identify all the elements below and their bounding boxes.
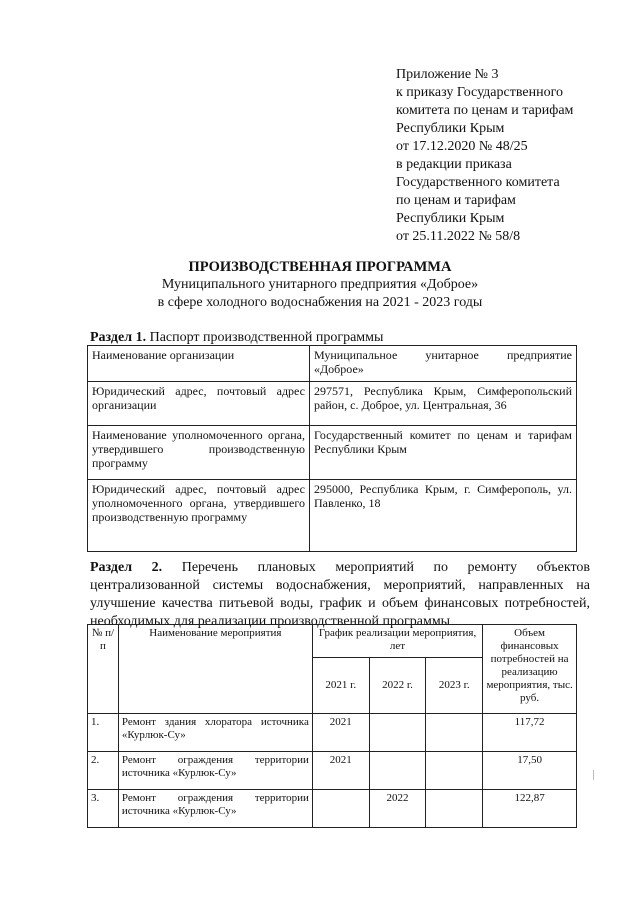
appendix-line: в редакции приказа xyxy=(396,157,512,172)
row-year-2021: 2021 xyxy=(312,752,369,790)
table-header-row xyxy=(88,625,577,658)
passport-field-value: Государственный комитет по ценам и тарифам Республики Крым xyxy=(310,426,577,480)
section1-heading xyxy=(90,330,383,346)
scan-mark xyxy=(593,770,594,780)
table-row xyxy=(88,480,577,552)
appendix-line: от 25.11.2022 № 58/8 xyxy=(396,229,521,244)
passport-table xyxy=(87,345,577,552)
row-cost: 122,87 xyxy=(483,790,577,828)
table-row xyxy=(88,790,577,828)
passport-field-value: 297571, Республика Крым, Симферопольский район, с. Доброе, ул. Центральная, 36 xyxy=(310,382,577,426)
row-year-2022 xyxy=(369,752,426,790)
passport-field-name: Юридический адрес, почтовый адрес организации xyxy=(88,382,310,426)
section1-title: Паспорт производственной программы xyxy=(149,330,384,345)
header-cost: Объем финансовых потребностей на реализацию мероприятия, тыс. руб. xyxy=(483,625,577,714)
document-title xyxy=(0,258,640,312)
passport-field-name: Юридический адрес, почтовый адрес уполномоченного органа, утвердившего производственную программу xyxy=(88,480,310,552)
section2-title: Перечень плановых мероприятий по ремонту объектов централизованной системы водоснабжения, мероприятий, направленных на улучшение качества питьевой воды, график и объем финансовых потребностей, необходимых для реализации производственной программы xyxy=(90,560,590,629)
appendix-line: Республики Крым xyxy=(396,211,505,226)
passport-field-name: Наименование уполномоченного органа, утвердившего производственную программу xyxy=(88,426,310,480)
row-cost: 17,50 xyxy=(483,752,577,790)
row-year-2022 xyxy=(369,714,426,752)
appendix-line: Приложение № 3 xyxy=(396,67,499,82)
row-name: Ремонт здания хлоратора источника «Курлюк-Су» xyxy=(118,714,312,752)
header-year: 2023 г. xyxy=(426,658,483,714)
measures-table xyxy=(87,624,577,828)
row-name: Ремонт ограждения территории источника «Курлюк-Су» xyxy=(118,752,312,790)
passport-field-value: 295000, Республика Крым, г. Симферополь, ул. Павленко, 18 xyxy=(310,480,577,552)
appendix-line: от 17.12.2020 № 48/25 xyxy=(396,139,528,154)
row-num: 2. xyxy=(88,752,119,790)
header-schedule: График реализации мероприятия, лет xyxy=(312,625,482,658)
appendix-line: к приказу Государственного xyxy=(396,85,563,100)
appendix-block xyxy=(396,66,596,246)
title-main: ПРОИЗВОДСТВЕННАЯ ПРОГРАММА xyxy=(188,259,452,275)
table-row xyxy=(88,426,577,480)
title-org: Муниципального унитарного предприятия «Доброе» xyxy=(161,277,479,292)
section2-heading xyxy=(90,559,590,631)
section2-label: Раздел 2. xyxy=(90,560,163,575)
header-name: Наименование мероприятия xyxy=(118,625,312,714)
row-num: 1. xyxy=(88,714,119,752)
appendix-line: комитета по ценам и тарифам xyxy=(396,103,574,118)
table-row xyxy=(88,714,577,752)
table-row xyxy=(88,382,577,426)
row-year-2021: 2021 xyxy=(312,714,369,752)
section1-label: Раздел 1. xyxy=(90,330,147,345)
row-cost: 117,72 xyxy=(483,714,577,752)
title-scope: в сфере холодного водоснабжения на 2021 - 2023 годы xyxy=(157,295,483,310)
appendix-line: по ценам и тарифам xyxy=(396,193,516,208)
row-num: 3. xyxy=(88,790,119,828)
row-year-2023 xyxy=(426,752,483,790)
table-row xyxy=(88,346,577,382)
header-year: 2021 г. xyxy=(312,658,369,714)
row-year-2022: 2022 xyxy=(369,790,426,828)
header-num: № п/п xyxy=(88,625,119,714)
appendix-line: Республики Крым xyxy=(396,121,505,136)
row-name: Ремонт ограждения территории источника «Курлюк-Су» xyxy=(118,790,312,828)
table-row xyxy=(88,752,577,790)
row-year-2023 xyxy=(426,714,483,752)
header-year: 2022 г. xyxy=(369,658,426,714)
passport-field-value: Муниципальное унитарное предприятие «Доброе» xyxy=(310,346,577,382)
row-year-2023 xyxy=(426,790,483,828)
row-year-2021 xyxy=(312,790,369,828)
appendix-line: Государственного комитета xyxy=(396,175,560,190)
passport-field-name: Наименование организации xyxy=(88,346,310,382)
